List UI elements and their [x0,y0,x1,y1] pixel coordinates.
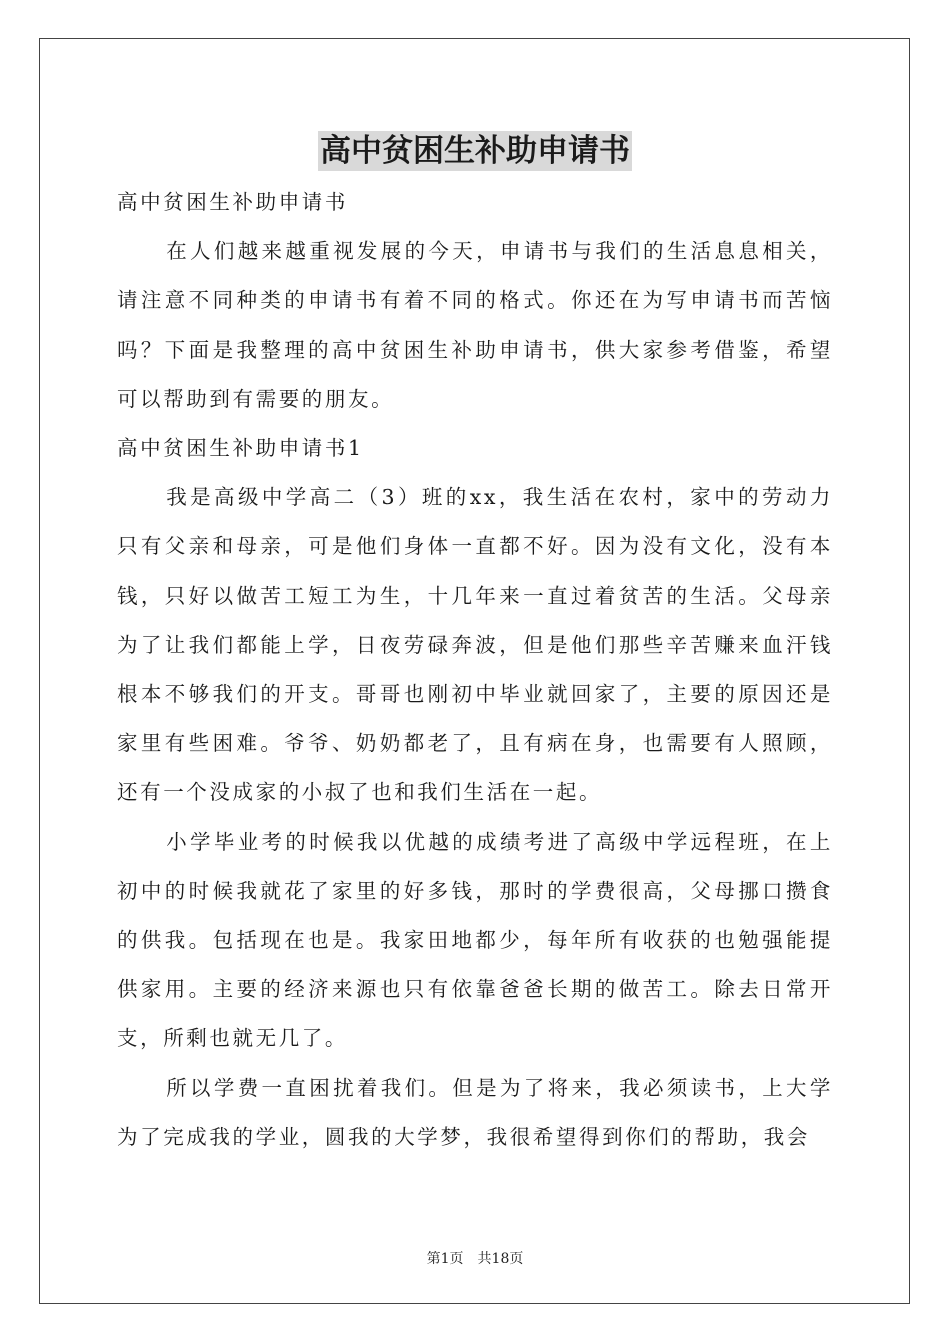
page-number: 第1页 [426,1251,464,1267]
intro-paragraph: 在人们越来越重视发展的今天，申请书与我们的生活息息相关，请注意不同种类的申请书有着不同的格式。你还在为写申请书而苦恼吗？下面是我整理的高中贫困生补助申请书，供大家参考借鉴，希望可以帮助到有需要的朋友。 [117,239,833,411]
section-heading: 高中贫困生补助申请书1 [117,436,364,460]
document-title [0,130,950,170]
page-footer [0,1248,950,1268]
document-title-text: 高中贫困生补助申请书 [320,133,630,169]
document-body [117,178,833,1162]
body-paragraph: 小学毕业考的时候我以优越的成绩考进了高级中学远程班，在上初中的时候我就花了家里的好多钱，那时的学费很高，父母挪口攒食的供我。包括现在也是。我家田地都少，每年所有收获的也勉强能提供家用。主要的经济来源也只有依靠爸爸长期的做苦工。除去日常开支，所剩也就无几了。 [117,829,833,1051]
body-paragraph: 我是高级中学高二（3）班的xx，我生活在农村，家中的劳动力只有父亲和母亲，可是他们身体一直都不好。因为没有文化，没有本钱，只好以做苦工短工为生，十几年来一直过着贫苦的生活。父母亲为了让我们都能上学，日夜劳碌奔波，但是他们那些辛苦赚来血汗钱根本不够我们的开支。哥哥也刚初中毕业就回家了，主要的原因还是家里有些困难。爷爷、奶奶都老了，且有病在身，也需要有人照顾，还有一个没成家的小叔了也和我们生活在一起。 [117,485,833,805]
document-subtitle: 高中贫困生补助申请书 [117,190,348,214]
page-total: 共18页 [477,1251,524,1267]
body-paragraph: 所以学费一直困扰着我们。但是为了将来，我必须读书，上大学为了完成我的学业，圆我的大学梦，我很希望得到你们的帮助，我会 [117,1075,833,1149]
